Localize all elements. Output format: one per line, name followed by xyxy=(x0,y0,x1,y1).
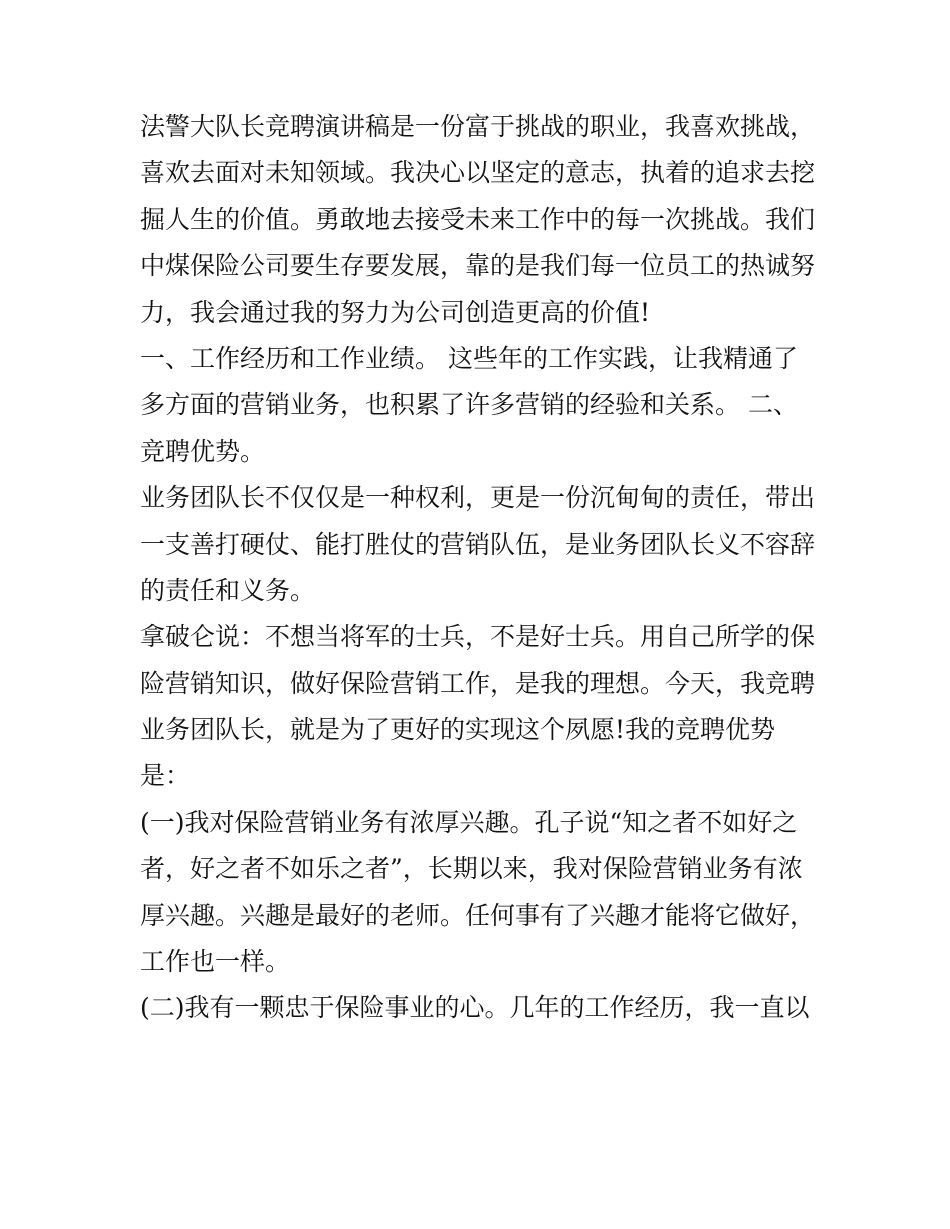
text-line: 险营销知识，做好保险营销工作，是我的理想。今天，我竞聘 xyxy=(140,668,816,698)
text-line: 拿破仑说：不想当将军的士兵，不是好士兵。用自己所学的保 xyxy=(140,622,816,652)
text-line: 者，好之者不如乐之者”，长期以来，我对保险营销业务有浓 xyxy=(140,854,803,884)
document-body xyxy=(140,104,820,1032)
text-line: 法警大队长竞聘演讲稿是一份富于挑战的职业，我喜欢挑战， xyxy=(140,112,816,141)
text-line: 掘人生的价值。勇敢地去接受未来工作中的每一次挑战。我们 xyxy=(140,204,816,234)
text-line: 竞聘优势。 xyxy=(140,436,266,466)
text-line: 一、工作经历和工作业绩。 这些年的工作实践，让我精通了 xyxy=(140,343,798,373)
text-line: 喜欢去面对未知领域。我决心以坚定的意志，执着的追求去挖 xyxy=(140,158,816,188)
text-line: 力，我会通过我的努力为公司创造更高的价值! xyxy=(140,297,651,327)
text-line: 的责任和义务。 xyxy=(140,575,316,605)
text-line: (二)我有一颗忠于保险事业的心。几年的工作经历，我一直以 xyxy=(140,993,810,1023)
text-line: (一)我对保险营销业务有浓厚兴趣。孔子说“知之者不如好之 xyxy=(140,807,798,837)
text-line: 厚兴趣。兴趣是最好的老师。任何事有了兴趣才能将它做好， xyxy=(140,900,816,930)
text-line: 多方面的营销业务，也积累了许多营销的经验和关系。 二、 xyxy=(140,390,798,420)
text-line: 是： xyxy=(140,761,191,791)
text-line: 业务团队长不仅仅是一种权利，更是一份沉甸甸的责任，带出 xyxy=(140,483,816,513)
text-line: 工作也一样。 xyxy=(140,947,291,977)
text-line: 一支善打硬仗、能打胜仗的营销队伍，是业务团队长义不容辞 xyxy=(140,529,816,559)
text-line: 中煤保险公司要生存要发展，靠的是我们每一位员工的热诚努 xyxy=(140,251,816,281)
text-line: 业务团队长，就是为了更好的实现这个夙愿!我的竞聘优势 xyxy=(140,715,776,745)
